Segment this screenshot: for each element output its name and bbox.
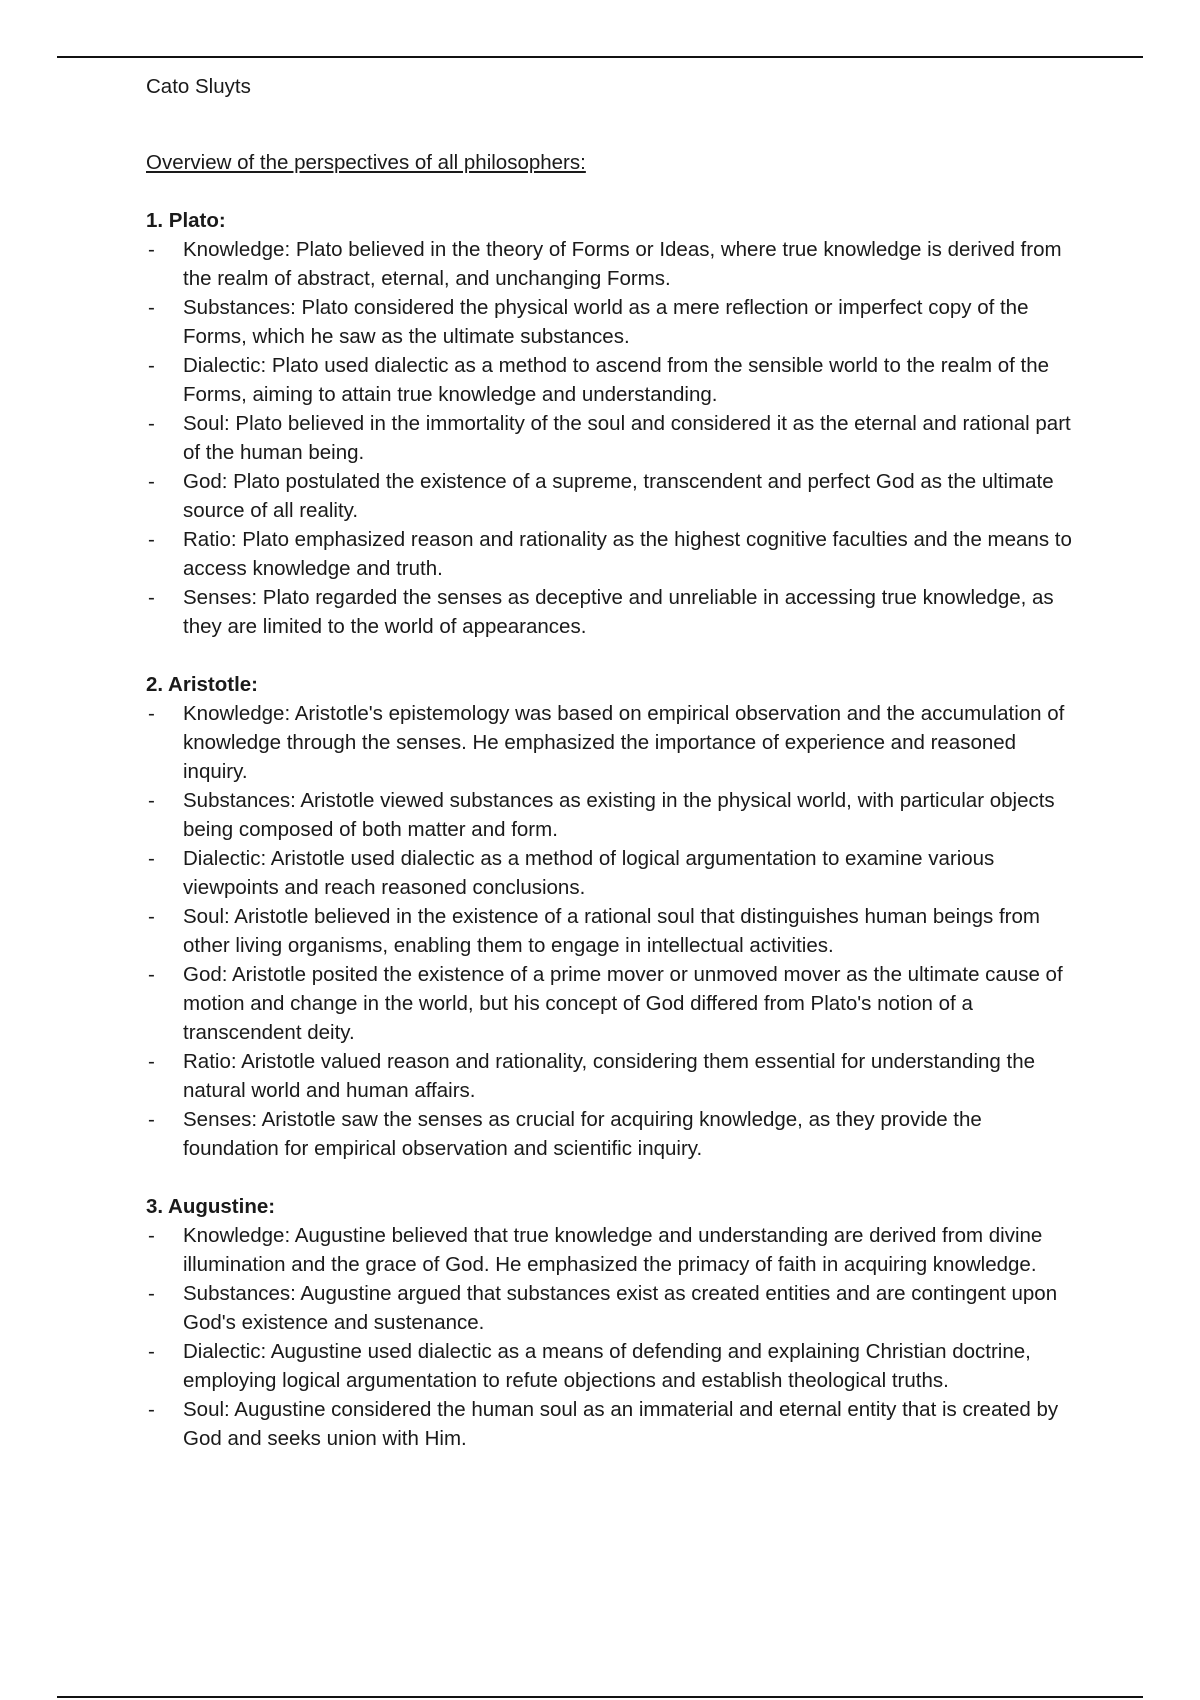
dash-bullet: - [148,238,155,261]
list-item [146,293,1076,351]
list-item-text: Substances: Augustine argued that substances exist as created entities and are contingent upon God's existence and sustenance. [183,1282,1058,1334]
dash-bullet: - [148,470,155,493]
list-item-text: Dialectic: Plato used dialectic as a method to ascend from the sensible world to the realm of the Forms, aiming to attain true knowledge and understanding. [183,354,1050,406]
dash-bullet: - [148,847,155,870]
list-item-text: Knowledge: Plato believed in the theory of Forms or Ideas, where true knowledge is derived from the realm of abstract, eternal, and unchanging Forms. [183,238,1062,290]
list-item-text: Substances: Aristotle viewed substances as existing in the physical world, with particular objects being composed of both matter and form. [183,789,1055,841]
sections-container [146,206,1076,1453]
list-item [146,902,1076,960]
perspective-list [146,1221,1076,1453]
philosopher-section [146,206,1076,641]
section-heading: 2. Aristotle: [146,673,259,696]
list-item [146,409,1076,467]
dash-bullet: - [148,296,155,319]
list-item-text: God: Aristotle posited the existence of a prime mover or unmoved mover as the ultimate cause of motion and change in the world, but his concept of God differed from Plato's notion of a transcendent deity. [183,963,1063,1044]
list-item [146,1337,1076,1395]
list-item [146,1105,1076,1163]
bottom-rule [57,1696,1143,1698]
dash-bullet: - [148,412,155,435]
list-item [146,583,1076,641]
philosopher-section [146,1192,1076,1453]
list-item [146,1395,1076,1453]
list-item-text: Senses: Aristotle saw the senses as crucial for acquiring knowledge, as they provide the foundation for empirical observation and scientific inquiry. [183,1108,982,1160]
list-item [146,525,1076,583]
list-item-text: Soul: Aristotle believed in the existence of a rational soul that distinguishes human beings from other living organisms, enabling them to engage in intellectual activities. [183,905,1040,957]
list-item-text: Ratio: Aristotle valued reason and rationality, considering them essential for understanding the natural world and human affairs. [183,1050,1036,1102]
list-item [146,786,1076,844]
list-item-text: God: Plato postulated the existence of a supreme, transcendent and perfect God as the ultimate source of all reality. [183,470,1054,522]
dash-bullet: - [148,963,155,986]
list-item [146,1221,1076,1279]
list-item-text: Knowledge: Augustine believed that true knowledge and understanding are derived from divine illumination and the grace of God. He emphasized the primacy of faith in acquiring knowledge. [183,1224,1043,1276]
list-item-text: Senses: Plato regarded the senses as deceptive and unreliable in accessing true knowledge, as they are limited to the world of appearances. [183,586,1054,638]
document-page [146,72,1076,1453]
section-heading: 3. Augustine: [146,1195,276,1218]
list-item [146,844,1076,902]
dash-bullet: - [148,1224,155,1247]
list-item-text: Dialectic: Augustine used dialectic as a means of defending and explaining Christian doctrine, employing logical argumentation to refute objections and establish theological truths. [183,1340,1031,1392]
list-item [146,235,1076,293]
dash-bullet: - [148,702,155,725]
list-item-text: Soul: Plato believed in the immortality of the soul and considered it as the eternal and rational part of the human being. [183,412,1071,464]
list-item [146,960,1076,1047]
list-item-text: Dialectic: Aristotle used dialectic as a method of logical argumentation to examine various viewpoints and reach reasoned conclusions. [183,847,995,899]
philosopher-section [146,670,1076,1163]
perspective-list [146,699,1076,1163]
list-item [146,467,1076,525]
top-rule [57,56,1143,58]
dash-bullet: - [148,905,155,928]
list-item [146,351,1076,409]
list-item-text: Substances: Plato considered the physical world as a mere reflection or imperfect copy of the Forms, which he saw as the ultimate substances. [183,296,1029,348]
dash-bullet: - [148,1282,155,1305]
list-item-text: Ratio: Plato emphasized reason and rationality as the highest cognitive faculties and the means to access knowledge and truth. [183,528,1072,580]
dash-bullet: - [148,1108,155,1131]
section-heading: 1. Plato: [146,209,226,232]
list-item [146,699,1076,786]
list-item [146,1279,1076,1337]
author-name: Cato Sluyts [146,75,251,98]
list-item [146,1047,1076,1105]
dash-bullet: - [148,528,155,551]
list-item-text: Soul: Augustine considered the human soul as an immaterial and eternal entity that is created by God and seeks union with Him. [183,1398,1059,1450]
dash-bullet: - [148,789,155,812]
document-title: Overview of the perspectives of all philosophers: [146,151,586,174]
dash-bullet: - [148,586,155,609]
dash-bullet: - [148,354,155,377]
dash-bullet: - [148,1340,155,1363]
dash-bullet: - [148,1398,155,1421]
dash-bullet: - [148,1050,155,1073]
perspective-list [146,235,1076,641]
list-item-text: Knowledge: Aristotle's epistemology was based on empirical observation and the accumulation of knowledge through the senses. He emphasized the importance of experience and reasoned inquiry. [183,702,1065,783]
